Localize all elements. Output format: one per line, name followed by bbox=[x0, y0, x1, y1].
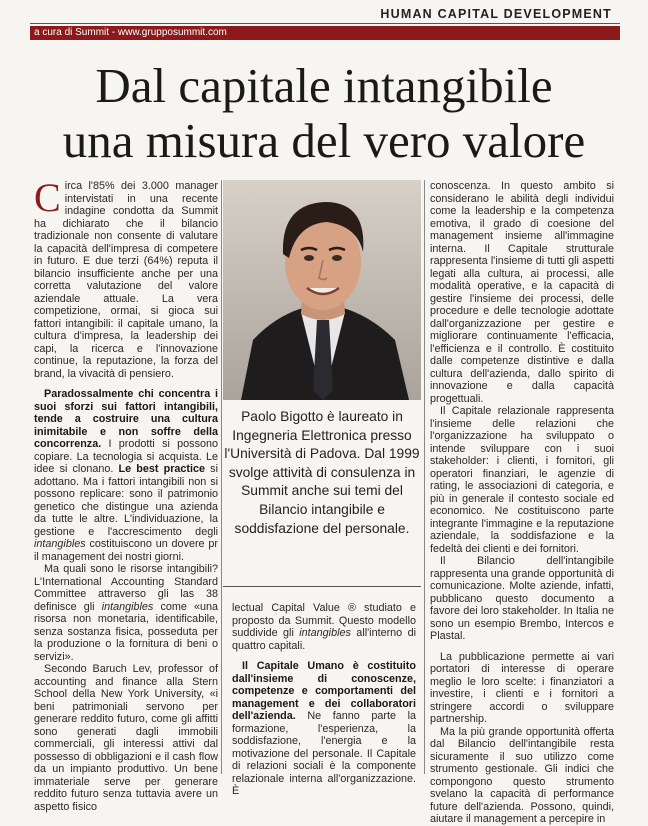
byline-bar bbox=[30, 26, 620, 40]
title-line-1: Dal capitale intangibile bbox=[95, 58, 553, 113]
p3-text-a: Ma quali sono le risorse intangibili? L'International Accounting Standard Committee attraverso gli las 38 definisce gli bbox=[34, 563, 218, 613]
mid-paragraph-1 bbox=[232, 602, 416, 652]
right-paragraph-2: Il Capitale relazionale rappresenta l'insieme delle relazioni che l'organizzazione ha sviluppato o intende sviluppare con i suoi stakeholder: i clienti, i fornitori, gli operatori finanziari, le agenzie di rating, le associazioni di categoria, e più in generale il contesto sociale ed economico. Ne costituiscono parte integrante l'immagine e la reputazione aziendale, la soddisfazione e la fedeltà dei clienti e dei fornitori. bbox=[430, 405, 614, 555]
paragraph-3 bbox=[34, 563, 218, 663]
intro-paragraph bbox=[34, 175, 218, 380]
right-paragraph-1: conoscenza. In questo ambito si considerano le abilità degli individui come la leadership e la competenza emotiva, il grado di coesione del management insieme all'immagine interna. Il Capitale strutturale rappresenta l'insieme di tutti gli aspetti legati alla cultura, ai processi, alle modalità operative, e la capacità di gestire l'insieme dei processi, delle procedure e delle tecnologie adottate dall'organizzazione per gestire e migliorare continuamente l'efficacia, l'efficienza e il controllo. È costituito dalle competenze distintive e dalla cultura dell'azienda, dallo spirito di innovazione e dalla capacità progettuali. bbox=[430, 180, 614, 405]
p2-text-a: I prodotti si possono copiare. La tecnologia si acquista. Le idee si clonano. bbox=[34, 438, 218, 475]
mid-p2-bold: Il Capitale Umano è costituito dall'insieme di conoscenze, competenze e comportamenti del management e dei collaboratori dell'azienda. bbox=[232, 660, 416, 722]
caption-box bbox=[223, 400, 421, 587]
right-paragraph-5: Ma la più grande opportunità offerta dal Bilancio dell'intangibile resta sicuramente il suo utilizzo come strumento gestionale. Gli indici che compongono questo strumento svelano la capacità di performance future dell'azienda. Possono, quindi, aiutare il management a percepire in bbox=[430, 725, 614, 825]
mid-p1-italic: intangibles bbox=[299, 627, 351, 639]
paragraph-2 bbox=[34, 388, 218, 563]
left-column bbox=[34, 175, 218, 813]
column-divider-right bbox=[424, 180, 425, 774]
drop-cap: C bbox=[34, 175, 61, 220]
portrait-photo bbox=[223, 180, 421, 400]
p3-text-b: come «una risorsa non monetaria, identificabile, senza sostanza fisica, posseduta per la produzione o la fornitura di beni o servizi». bbox=[34, 600, 218, 663]
p2-text-b: si adottano. Ma i fattori intangibili non si possono replicare: sono il patrimonio genetico che distingue una azienda da tutte le altre. L'individuazione, la gestione e l'accrescimento degli bbox=[34, 463, 218, 538]
section-label: HUMAN CAPITAL DEVELOPMENT bbox=[380, 7, 612, 21]
p2-italic: intangibles bbox=[34, 538, 86, 550]
portrait-icon bbox=[223, 180, 421, 400]
lead-bold: Paradossalmente chi concentra i suoi sforzi sui fattori intangibili, tende a costruire una cultura inimitabile e non soffre della concorrenza. bbox=[34, 388, 218, 450]
right-paragraph-3: Il Bilancio dell'intangibile rappresenta una grande opportunità di comunicazione. Molte aziende, infatti, pubblicano questo documento a favore dei loro stakeholder. In Italia ne sono un esempio Brembo, Intercos e Plastal. bbox=[430, 555, 614, 642]
title-line-2: una misura del vero valore bbox=[62, 113, 586, 168]
article-title bbox=[0, 58, 648, 168]
mid-p1-text-b: all'interno di quattro capitali. bbox=[232, 627, 417, 652]
mid-p1-text-a: lectual Capital Value ® studiato e proposto da Summit. Questo modello suddivide gli bbox=[232, 602, 416, 639]
mid-p2-text: Ne fanno parte la formazione, l'esperienza, la soddisfazione, l'energia e la motivazione del personale. Il Capitale di relazioni sociali è la componente relazionale interna all'organizzazione. È bbox=[232, 710, 416, 797]
p3-italic: intangibles bbox=[101, 600, 154, 613]
header-rule bbox=[30, 23, 620, 24]
p2-text-c: costituiscono un dovere pr il management dei nostri giorni. bbox=[34, 538, 218, 563]
middle-column bbox=[232, 602, 417, 797]
byline-text: a cura di Summit - www.grupposummit.com bbox=[34, 27, 227, 38]
right-paragraph-4: La pubblicazione permette ai vari portatori di interesse di operare meglio le loro scelte: i finanziatori a investire, i clienti e i fornitori a stringere accordi o sviluppare partnership. bbox=[430, 650, 614, 725]
column-divider-left bbox=[221, 180, 222, 774]
paragraph-4: Secondo Baruch Lev, professor of accounting and finance alla Stern School della New York University, «i beni patrimoniali servono per generare reddito futuro, come gli affitti sono generati dagli immobili commerciali, gli interessi attivi dal possesso di obbligazioni e il cash flow da un impianto produttivo. Un bene immateriale serve per generare reddito futuro senza tuttavia avere un aspetto fisico bbox=[34, 663, 218, 813]
right-column bbox=[430, 180, 614, 825]
intro-text: irca l'85% dei 3.000 manager intervistati in una recente indagine condotta da Summit ha dichiarato che il bilancio tradizionale non consente di valutare la capacità dell'impresa di competere in futuro. E due terzi (64%) reputa il bilancio insufficiente anche per una corretta valutazione del valore aziendale attuale. La vera competizione, ormai, si gioca sui fattori intangibili: il capitale umano, la cultura d'impresa, la leadership dei capi, la ricerca e l'innovazione continue, la reputazione, la forza del brand, la vivacità di pensiero. bbox=[34, 180, 218, 380]
p2-bold-2: Le best practice bbox=[118, 463, 206, 475]
photo-caption: Paolo Bigotto è laureato in Ingegneria Elettronica presso l'Università di Padova. Dal 1999 svolge attività di consulenza in Summit anche sui temi del Bilancio intangibile e soddisfazione del personale. bbox=[224, 409, 420, 536]
mid-paragraph-2 bbox=[232, 660, 416, 798]
